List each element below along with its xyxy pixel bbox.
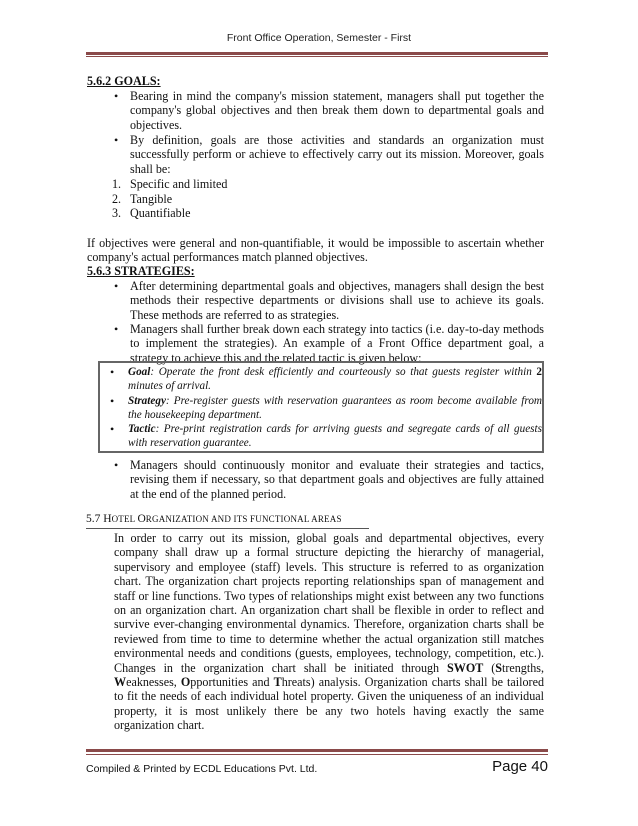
swot-word: pportunities and xyxy=(190,675,274,690)
item-text: Quantifiable xyxy=(130,206,191,220)
swot-letter: O xyxy=(180,675,191,690)
example-text: : Pre-register guests with reservation guarantees as room become available from the housekeeping department. xyxy=(128,395,542,421)
bullet-icon: • xyxy=(114,279,119,293)
example-text: : Pre-print registration cards for arriving guests and segregate cards of all guests with reservation guarantee. xyxy=(128,423,542,449)
header-rule-thin xyxy=(86,56,548,57)
example-label: Goal xyxy=(128,366,151,378)
bullet-icon: • xyxy=(110,394,115,408)
swot-word: eaknesses, xyxy=(126,675,181,690)
strategies-bullet-text: Managers shall further break down each strategy into tactics (i.e. day-to-day methods to implement the strategies). An example of a Front Office department goal, a strategy to achieve this and the related tactic is given below: xyxy=(130,322,544,365)
paragraph-text: analysis. Organization charts shall be tailored to fit the needs of each individual hotel property. Given the uniqueness of an individual property, it is most unlikely there be any two hotels having exactly the same organization chart. xyxy=(114,675,544,733)
heading-cap: H xyxy=(103,513,112,525)
bullet-icon: • xyxy=(114,133,119,147)
heading-smallcaps: OTEL xyxy=(111,514,138,524)
goals-numbered-item xyxy=(112,177,412,191)
goals-numbered-item xyxy=(112,206,412,220)
strategies-final-bullet xyxy=(114,458,544,501)
goals-heading: 5.6.2 GOALS: xyxy=(87,74,161,88)
goals-bullet-text: By definition, goals are those activities and standards an organization must successfully perform or achieve to effectively carry out its mission. Moreover, goals shall be: xyxy=(130,133,544,176)
goals-bullet xyxy=(114,133,544,176)
example-bold-number: 2 xyxy=(536,366,542,378)
bullet-icon: • xyxy=(110,422,115,436)
example-text-tail: minutes of arrival. xyxy=(128,379,211,392)
header-rule xyxy=(86,52,548,55)
strategies-bullet xyxy=(114,279,544,322)
example-tactic xyxy=(110,423,542,450)
swot-word: trengths, xyxy=(502,660,544,675)
page-number: Page 40 xyxy=(492,758,548,775)
item-number: 3. xyxy=(112,206,122,220)
bullet-icon: • xyxy=(110,365,115,379)
heading-smallcaps: RGANIZATION AND ITS FUNCTIONAL AREAS xyxy=(145,514,342,524)
swot-letter: S xyxy=(495,660,502,675)
bullet-icon: • xyxy=(114,458,119,472)
goals-bullet xyxy=(114,89,544,132)
footer-publisher: Compiled & Printed by ECDL Educations Pvt. Ltd. xyxy=(86,763,318,775)
section-57-underline xyxy=(86,528,369,529)
section-57-heading xyxy=(86,513,342,525)
bullet-icon: • xyxy=(114,89,119,103)
strategies-final-bullet-text: Managers should continuously monitor and evaluate their strategies and tactics, revising them if necessary, so that department goals and objectives are fully attained at the end of the planned period. xyxy=(130,458,544,501)
item-text: Tangible xyxy=(130,192,173,206)
heading-cap: O xyxy=(137,513,146,525)
swot-letter: W xyxy=(114,675,127,690)
example-strategy xyxy=(110,395,542,422)
paragraph-text: In order to carry out its mission, global goals and departmental objectives, every company shall draw up a formal structure depicting the hierarchy of managerial, supervisory and employee (staff) levels. This structure is referred to as organization chart. The organization chart projects reporting relationships span of management and staff or line functions. Two types of relationships might exist between any two functions on an organization chart. An organization chart shall be flexible in order to reflect and survive ever-changing environmental dynamics. Therefore, organization charts shall be reviewed from time to time to determine whether the actual organization still matches environmental needs and conditions (guests, employees, technology, competition, etc.). Changes in the organization chart shall be initiated through xyxy=(114,531,544,675)
strategies-bullet xyxy=(114,322,544,365)
swot-letter: T xyxy=(273,675,282,690)
item-number: 2. xyxy=(112,192,122,206)
running-header: Front Office Operation, Semester - First xyxy=(226,32,412,44)
item-number: 1. xyxy=(112,177,122,191)
example-goal xyxy=(110,366,542,393)
example-label: Strategy xyxy=(128,395,166,407)
footer-rule xyxy=(86,749,548,752)
strategies-bullet-text: After determining departmental goals and objectives, managers shall design the best methods their respective departments or divisions shall use to achieve its goals. These methods are referred to as strategies. xyxy=(130,279,544,322)
example-text: : Operate the front desk efficiently and courteously so that guests register within xyxy=(150,366,537,378)
swot-word: hreats xyxy=(281,675,311,690)
swot-term: SWOT xyxy=(447,660,484,675)
section-number: 5.7 xyxy=(86,513,101,525)
goals-bullet-text: Bearing in mind the company's mission statement, managers shall put together the company's global objectives and then break them down to departmental goals and objectives. xyxy=(130,89,544,132)
goals-numbered-item xyxy=(112,192,412,206)
section-57-paragraph: In order to carry out its mission, global goals and departmental objectives, every company shall draw up a formal structure depicting the hierarchy of managerial, supervisory and employee (staff) levels. This structure is referred to as organization chart. The organization chart projects reporting relationships span of management and staff or line functions. Two types of relationships might exist between any two functions on an organization chart. An organization chart shall be flexible in order to reflect and survive ever-changing environmental dynamics. Therefore, organization charts shall be reviewed from time to time to determine whether the actual organization still matches environmental needs and conditions (guests, employees, technology, competition, etc.). Changes in the organization chart shall be initiated through SWOT (Strengths, Weaknesses, Opportunities and Threats) analysis. Organization charts shall be tailored to fit the needs of each individual hotel property. Given the uniqueness of an individual property, it is most unlikely there be any two hotels having exactly the same organization chart. xyxy=(114,531,544,733)
bullet-icon: • xyxy=(114,322,119,336)
example-label: Tactic xyxy=(128,423,156,435)
strategies-heading: 5.6.3 STRATEGIES: xyxy=(87,264,195,278)
footer-rule-thin xyxy=(86,754,548,755)
item-text: Specific and limited xyxy=(130,177,228,191)
goals-paragraph: If objectives were general and non-quantifiable, it would be impossible to ascertain whether company's actual performances match planned objectives. xyxy=(87,236,544,265)
